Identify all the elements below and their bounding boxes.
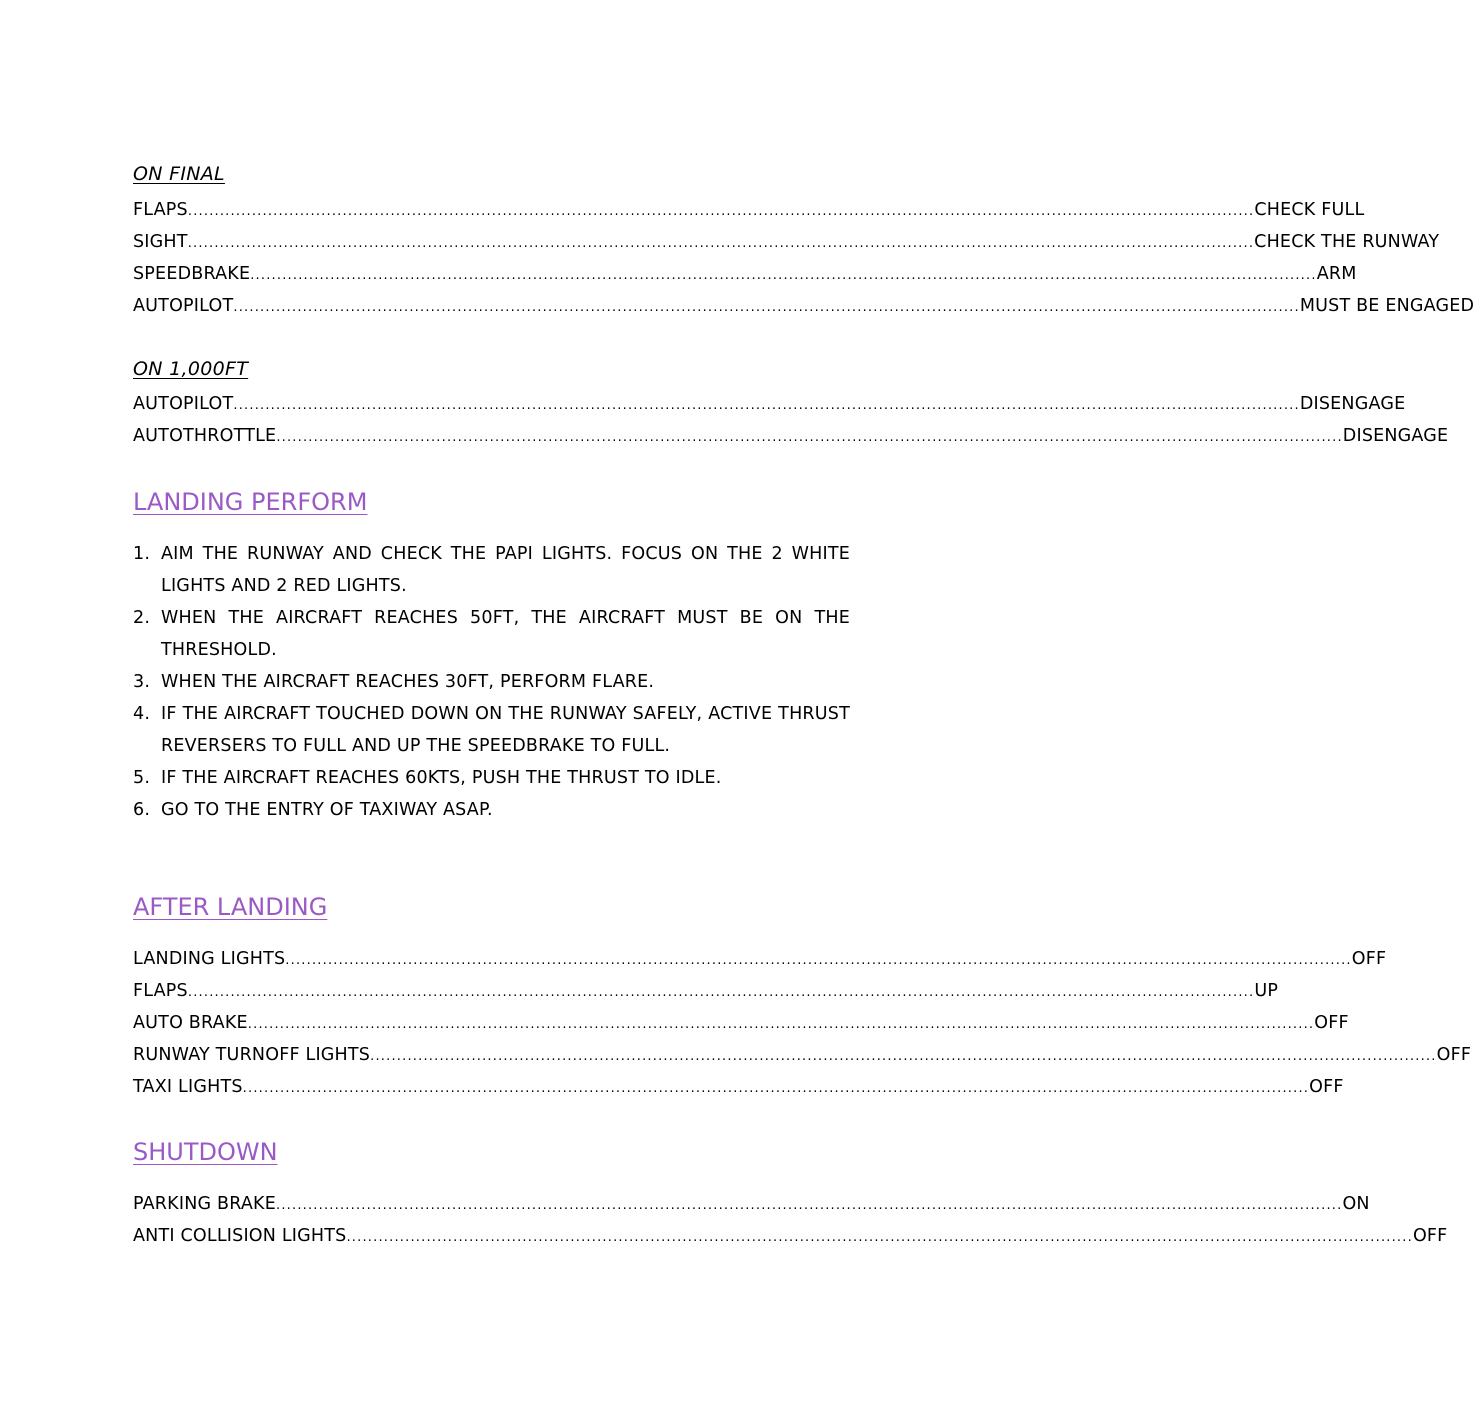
checklist-item-value: ON	[1342, 1194, 1370, 1214]
checklist-item-label: PARKING BRAKE	[133, 1194, 276, 1214]
checklist-row	[133, 226, 1440, 258]
step-number: 6.	[133, 800, 151, 820]
checklist-row	[133, 943, 1387, 975]
step-text: GO TO THE ENTRY OF TAXIWAY ASAP.	[161, 800, 493, 820]
dot-leader: ........................................................................................................................................................................................................	[370, 1049, 1437, 1064]
step-text: IF THE AIRCRAFT REACHES 60KTS, PUSH THE THRUST TO IDLE.	[161, 768, 722, 788]
checklist-item-label: AUTOPILOT	[133, 296, 234, 316]
dot-leader: ........................................................................................................................................................................................................	[285, 953, 1352, 968]
on-final-heading: ON FINAL	[133, 163, 225, 185]
step-number: 4.	[133, 704, 151, 724]
dot-leader: ........................................................................................................................................................................................................	[276, 430, 1343, 445]
checklist-item-label: LANDING LIGHTS	[133, 949, 286, 969]
dot-leader: ........................................................................................................................................................................................................	[187, 204, 1255, 219]
step-number: 3.	[133, 672, 151, 692]
step-number: 5.	[133, 768, 151, 788]
list-item	[133, 602, 850, 666]
checklist-row	[133, 388, 1406, 420]
checklist-item-label: AUTOPILOT	[133, 394, 234, 414]
dot-leader: ........................................................................................................................................................................................................	[233, 300, 1300, 315]
dot-leader: ........................................................................................................................................................................................................	[247, 1017, 1315, 1032]
checklist-item-value: CHECK THE RUNWAY	[1254, 232, 1440, 252]
checklist-item-label: TAXI LIGHTS	[133, 1077, 243, 1097]
checklist-row	[133, 1220, 1448, 1252]
checklist-row	[133, 1188, 1370, 1220]
checklist-item-label: AUTO BRAKE	[133, 1013, 248, 1033]
dot-leader: ........................................................................................................................................................................................................	[233, 398, 1300, 413]
dot-leader: ........................................................................................................................................................................................................	[187, 236, 1255, 251]
checklist-item-value: OFF	[1351, 949, 1387, 969]
dot-leader: ........................................................................................................................................................................................................	[242, 1081, 1310, 1096]
checklist-row	[133, 290, 1474, 322]
step-text: WHEN THE AIRCRAFT REACHES 50FT, THE AIRCRAFT MUST BE ON THE THRESHOLD.	[161, 608, 850, 660]
shutdown-heading: SHUTDOWN	[133, 1138, 278, 1166]
checklist-item-value: UP	[1254, 981, 1279, 1001]
on-1000ft-heading: ON 1,000FT	[133, 358, 249, 380]
list-item	[133, 538, 850, 602]
checklist-item-value: OFF	[1436, 1045, 1472, 1065]
checklist-row	[133, 258, 1357, 290]
checklist-item-label: FLAPS	[133, 200, 188, 220]
dot-leader: ........................................................................................................................................................................................................	[187, 985, 1255, 1000]
list-item	[133, 794, 850, 826]
checklist-item-label: SPEEDBRAKE	[133, 264, 251, 284]
checklist-item-label: ANTI COLLISION LIGHTS	[133, 1226, 347, 1246]
checklist-row	[133, 1007, 1349, 1039]
checklist-item-value: MUST BE ENGAGED	[1299, 296, 1474, 316]
checklist-row	[133, 194, 1365, 226]
checklist-item-value: DISENGAGE	[1299, 394, 1406, 414]
step-number: 1.	[133, 544, 151, 564]
list-item	[133, 762, 850, 794]
step-text: IF THE AIRCRAFT TOUCHED DOWN ON THE RUNWAY SAFELY, ACTIVE THRUST REVERSERS TO FULL AND UP THE SPEEDBRAKE TO FULL.	[161, 704, 850, 756]
step-number: 2.	[133, 608, 151, 628]
checklist-row	[133, 975, 1279, 1007]
checklist-row	[133, 1071, 1344, 1103]
list-item	[133, 666, 850, 698]
checklist-item-label: AUTOTHROTTLE	[133, 426, 277, 446]
checklist-item-label: SIGHT	[133, 232, 188, 252]
checklist-item-value: ARM	[1316, 264, 1357, 284]
checklist-item-value: OFF	[1412, 1226, 1448, 1246]
dot-leader: ........................................................................................................................................................................................................	[346, 1230, 1413, 1245]
after-landing-heading: AFTER LANDING	[133, 893, 328, 921]
step-text: AIM THE RUNWAY AND CHECK THE PAPI LIGHTS. FOCUS ON THE 2 WHITE LIGHTS AND 2 RED LIGHTS.	[161, 544, 850, 596]
checklist-row	[133, 420, 1449, 452]
checklist-item-value: CHECK FULL	[1254, 200, 1365, 220]
landing-steps-list	[133, 538, 850, 826]
list-item	[133, 698, 850, 762]
checklist-item-value: DISENGAGE	[1342, 426, 1449, 446]
dot-leader: ........................................................................................................................................................................................................	[275, 1198, 1343, 1213]
step-text: WHEN THE AIRCRAFT REACHES 30FT, PERFORM FLARE.	[161, 672, 655, 692]
checklist-item-label: RUNWAY TURNOFF LIGHTS	[133, 1045, 371, 1065]
checklist-item-label: FLAPS	[133, 981, 188, 1001]
checklist-row	[133, 1039, 1472, 1071]
checklist-item-value: OFF	[1309, 1077, 1344, 1097]
dot-leader: ........................................................................................................................................................................................................	[250, 268, 1317, 283]
checklist-item-value: OFF	[1314, 1013, 1349, 1033]
landing-perform-heading: LANDING PERFORM	[133, 488, 368, 516]
